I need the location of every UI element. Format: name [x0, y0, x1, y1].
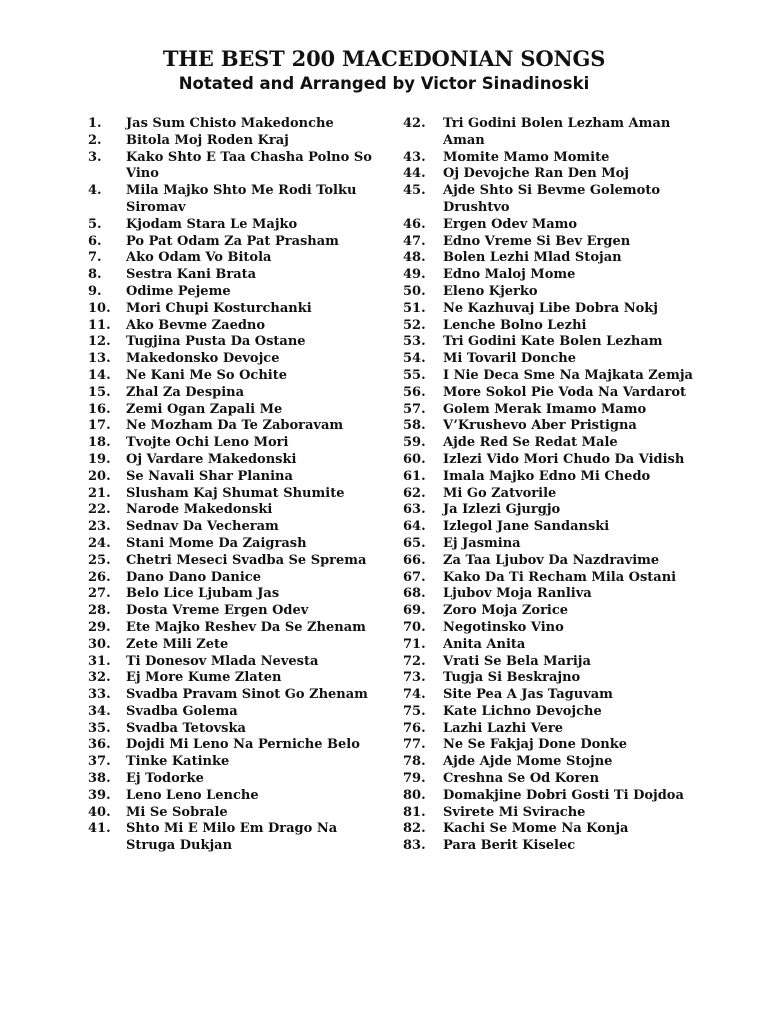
song-number: 1.	[88, 116, 102, 131]
song-title: Anita Anita	[443, 636, 526, 652]
song-number: 72.	[403, 653, 426, 669]
song-number: 49.	[403, 267, 426, 283]
song-title: More Sokol Pie Voda Na Vardarot	[443, 384, 687, 400]
song-title: Ne Mozham Da Te Zaboravam	[126, 418, 344, 434]
song-title: Stani Mome Da Zaigrash	[126, 535, 307, 551]
song-list-item	[88, 150, 388, 184]
song-number: 36.	[88, 737, 111, 753]
song-title: Ako Bevme Zaedno	[126, 317, 266, 333]
song-number: 78.	[403, 754, 426, 770]
song-title: Lazhi Lazhi Vere	[443, 720, 564, 736]
song-title: Sednav Da Vecheram	[126, 519, 279, 535]
song-list-left-column	[88, 116, 388, 855]
song-title: Za Taa Ljubov Da Nazdravime	[443, 552, 660, 568]
song-list-item	[88, 570, 388, 587]
song-title: Ja Izlezi Gjurgjo	[443, 502, 561, 518]
song-number: 77.	[403, 737, 426, 753]
song-list-item	[88, 368, 388, 385]
song-number: 69.	[403, 603, 426, 619]
song-list-item	[403, 737, 703, 754]
song-list-item	[88, 250, 388, 267]
song-title: Tugja Si Beskrajno	[443, 670, 581, 686]
song-title: Ti Donesov Mlada Nevesta	[126, 653, 319, 669]
song-number: 26.	[88, 569, 111, 585]
song-list-item	[403, 284, 703, 301]
song-title: Belo Lice Ljubam Jas	[126, 586, 280, 602]
document-title: THE BEST 200 MACEDONIAN SONGS	[162, 46, 606, 71]
song-title: Tinke Katinke	[126, 754, 230, 770]
song-number: 60.	[403, 451, 426, 467]
song-title: Svadba Tetovska	[126, 720, 246, 736]
song-title: Tvojte Ochi Leno Mori	[126, 435, 289, 451]
song-list-item	[403, 687, 703, 704]
song-list-item	[403, 469, 703, 486]
song-title: Zoro Moja Zorice	[443, 603, 569, 619]
song-list-item	[403, 486, 703, 503]
song-list-item	[88, 402, 388, 419]
song-list-item	[403, 502, 703, 519]
song-title: Ne Se Fakjaj Done Donke	[443, 737, 628, 753]
song-title: Kate Lichno Devojche	[443, 703, 602, 719]
song-title: Oj Devojche Ran Den Moj	[443, 166, 629, 182]
song-title: Narode Makedonski	[126, 502, 273, 518]
song-list-item	[88, 704, 388, 721]
song-title: Zhal Za Despina	[126, 384, 245, 400]
song-list-item	[403, 351, 703, 368]
song-number: 22.	[88, 502, 111, 518]
song-list-item	[403, 721, 703, 738]
song-number: 55.	[403, 367, 426, 383]
song-list-item	[88, 267, 388, 284]
song-number: 30.	[88, 636, 111, 652]
song-number: 52.	[403, 317, 426, 333]
song-title: Izlegol Jane Sandanski	[443, 519, 610, 535]
song-number: 20.	[88, 468, 111, 484]
song-list-item	[88, 385, 388, 402]
song-number: 59.	[403, 435, 426, 451]
song-number: 8.	[88, 267, 102, 283]
song-title: Tri Godini Bolen Lezham Aman Aman	[443, 116, 671, 148]
song-title: Ej More Kume Zlaten	[126, 670, 282, 686]
song-number: 73.	[403, 670, 426, 686]
song-title: Ej Todorke	[126, 771, 204, 787]
song-title: Svirete Mi Svirache	[443, 804, 586, 820]
song-list-item	[88, 754, 388, 771]
song-list-item	[88, 603, 388, 620]
song-title: Edno Maloj Mome	[443, 267, 576, 283]
song-number: 32.	[88, 670, 111, 686]
song-title: Mi Tovaril Donche	[443, 351, 576, 367]
song-list-item	[88, 469, 388, 486]
song-title: Ete Majko Reshev Da Se Zhenam	[126, 619, 366, 635]
document-subtitle: Notated and Arranged by Victor Sinadinoski	[178, 74, 590, 93]
song-title: Zemi Ogan Zapali Me	[126, 401, 283, 417]
song-number: 42.	[403, 116, 426, 131]
song-number: 25.	[88, 552, 111, 568]
song-title: Ajde Red Se Redat Male	[443, 435, 618, 451]
song-list-item	[403, 670, 703, 687]
song-list-item	[403, 603, 703, 620]
song-list-item	[88, 721, 388, 738]
song-list-item	[88, 637, 388, 654]
song-list-item	[403, 553, 703, 570]
song-title: Golem Merak Imamo Mamo	[443, 401, 647, 417]
song-title: Domakjine Dobri Gosti Ti Dojdoa	[443, 787, 684, 803]
song-number: 38.	[88, 771, 111, 787]
song-title: Chetri Meseci Svadba Se Sprema	[126, 552, 367, 568]
song-title: Kako Da Ti Recham Mila Ostani	[443, 569, 677, 585]
song-list-item	[403, 418, 703, 435]
song-list-item	[403, 771, 703, 788]
song-list-item	[403, 452, 703, 469]
song-number: 28.	[88, 603, 111, 619]
song-list-item	[403, 217, 703, 234]
song-number: 70.	[403, 619, 426, 635]
song-number: 3.	[88, 149, 102, 165]
song-list-item	[403, 838, 703, 855]
song-number: 45.	[403, 183, 426, 199]
song-title: Kachi Se Mome Na Konja	[443, 821, 629, 837]
song-title: Bitola Moj Roden Kraj	[126, 132, 289, 148]
song-number: 62.	[403, 485, 426, 501]
song-title: Eleno Kjerko	[443, 283, 538, 299]
song-number: 48.	[403, 250, 426, 266]
song-list-item	[88, 771, 388, 788]
song-number: 74.	[403, 687, 426, 703]
song-number: 41.	[88, 821, 111, 837]
song-title: Odime Pejeme	[126, 283, 231, 299]
song-number: 2.	[88, 132, 102, 148]
song-title: Jas Sum Chisto Makedonche	[126, 116, 334, 131]
song-number: 80.	[403, 787, 426, 803]
song-list-item	[88, 788, 388, 805]
song-list-item	[403, 301, 703, 318]
song-title: Ako Odam Vo Bitola	[126, 250, 272, 266]
song-number: 4.	[88, 183, 102, 199]
song-list-item	[403, 586, 703, 603]
song-list-item	[403, 368, 703, 385]
song-title: Lenche Bolno Lezhi	[443, 317, 587, 333]
song-list-item	[88, 183, 388, 217]
song-number: 58.	[403, 418, 426, 434]
song-number: 9.	[88, 283, 102, 299]
song-title: Negotinsko Vino	[443, 619, 564, 635]
song-title: Svadba Golema	[126, 703, 238, 719]
song-title: Imala Majko Edno Mi Chedo	[443, 468, 651, 484]
song-title: Momite Mamo Momite	[443, 149, 610, 165]
song-number: 66.	[403, 552, 426, 568]
song-list-item	[403, 402, 703, 419]
song-list-item	[88, 284, 388, 301]
song-list-item	[88, 654, 388, 671]
song-title: Mi Se Sobrale	[126, 804, 228, 820]
song-list-right-column	[403, 116, 703, 855]
song-number: 10.	[88, 300, 111, 316]
song-list-item	[88, 452, 388, 469]
song-number: 76.	[403, 720, 426, 736]
song-number: 79.	[403, 771, 426, 787]
song-number: 17.	[88, 418, 111, 434]
song-title: Izlezi Vido Mori Chudo Da Vidish	[443, 451, 685, 467]
song-list-item	[403, 435, 703, 452]
song-list-item	[403, 654, 703, 671]
song-number: 64.	[403, 519, 426, 535]
song-number: 19.	[88, 451, 111, 467]
song-number: 34.	[88, 703, 111, 719]
song-number: 44.	[403, 166, 426, 182]
song-list-item	[88, 234, 388, 251]
song-list-item	[403, 620, 703, 637]
song-title: Ne Kazhuvaj Libe Dobra Nokj	[443, 300, 658, 316]
song-title: Se Navali Shar Planina	[126, 468, 293, 484]
song-list-item	[88, 821, 388, 855]
song-number: 67.	[403, 569, 426, 585]
song-list-item	[88, 687, 388, 704]
song-number: 47.	[403, 233, 426, 249]
song-title: Tri Godini Kate Bolen Lezham	[443, 334, 663, 350]
song-number: 6.	[88, 233, 102, 249]
song-number: 24.	[88, 535, 111, 551]
song-list-item	[88, 418, 388, 435]
song-title: Oj Vardare Makedonski	[126, 451, 297, 467]
song-number: 71.	[403, 636, 426, 652]
song-number: 23.	[88, 519, 111, 535]
song-title: Para Berit Kiselec	[443, 838, 576, 854]
song-list-item	[88, 536, 388, 553]
song-number: 50.	[403, 283, 426, 299]
song-list-item	[403, 385, 703, 402]
song-number: 5.	[88, 216, 102, 232]
song-number: 16.	[88, 401, 111, 417]
song-title: Ergen Odev Mamo	[443, 216, 578, 232]
song-title: Dano Dano Danice	[126, 569, 261, 585]
song-list-item	[88, 805, 388, 822]
song-title: Tugjina Pusta Da Ostane	[126, 334, 306, 350]
song-title: Dosta Vreme Ergen Odev	[126, 603, 309, 619]
song-title: Edno Vreme Si Bev Ergen	[443, 233, 631, 249]
song-list-item	[88, 318, 388, 335]
song-list-item	[88, 502, 388, 519]
song-list-item	[403, 116, 703, 150]
song-number: 83.	[403, 838, 426, 854]
song-list-item	[403, 334, 703, 351]
song-title: Ajde Shto Si Bevme Golemoto Drushtvo	[443, 183, 661, 215]
song-list-item	[403, 821, 703, 838]
song-number: 81.	[403, 804, 426, 820]
song-title: Creshna Se Od Koren	[443, 771, 600, 787]
song-number: 43.	[403, 149, 426, 165]
song-list-item	[403, 704, 703, 721]
song-title: Shto Mi E Milo Em Drago Na Struga Dukjan	[126, 821, 338, 854]
song-list-item	[403, 166, 703, 183]
song-number: 14.	[88, 367, 111, 383]
song-list-item	[403, 267, 703, 284]
song-list-item	[88, 586, 388, 603]
song-number: 75.	[403, 703, 426, 719]
song-list-item	[403, 788, 703, 805]
song-title: Leno Leno Lenche	[126, 787, 259, 803]
song-list-item	[88, 301, 388, 318]
song-title: Svadba Pravam Sinot Go Zhenam	[126, 687, 368, 703]
song-list-item	[403, 570, 703, 587]
song-list-item	[403, 183, 703, 217]
song-list-item	[88, 553, 388, 570]
song-title: Dojdi Mi Leno Na Perniche Belo	[126, 737, 360, 753]
song-title: I Nie Deca Sme Na Majkata Zemja	[443, 367, 693, 383]
song-title: V’Krushevo Aber Pristigna	[443, 418, 637, 434]
song-title: Po Pat Odam Za Pat Prasham	[126, 233, 339, 249]
song-number: 56.	[403, 384, 426, 400]
song-list-item	[403, 805, 703, 822]
song-number: 18.	[88, 435, 111, 451]
song-number: 68.	[403, 586, 426, 602]
song-number: 35.	[88, 720, 111, 736]
song-number: 63.	[403, 502, 426, 518]
song-list-item	[403, 150, 703, 167]
song-number: 12.	[88, 334, 111, 350]
song-title: Mori Chupi Kosturchanki	[126, 300, 312, 316]
song-number: 7.	[88, 250, 102, 266]
song-number: 33.	[88, 687, 111, 703]
song-title: Kako Shto E Taa Chasha Polno So Vino	[126, 149, 372, 182]
song-title: Slusham Kaj Shumat Shumite	[126, 485, 345, 501]
song-title: Mila Majko Shto Me Rodi Tolku Siromav	[126, 183, 357, 215]
song-title: Mi Go Zatvorile	[443, 485, 557, 501]
song-number: 82.	[403, 821, 426, 837]
song-list-item	[88, 737, 388, 754]
song-list-item	[88, 620, 388, 637]
song-list-item	[88, 435, 388, 452]
song-list-item	[88, 670, 388, 687]
song-list-item	[403, 250, 703, 267]
song-list-item	[403, 536, 703, 553]
song-number: 11.	[88, 317, 111, 333]
song-title: Ljubov Moja Ranliva	[443, 586, 592, 602]
song-list-item	[88, 133, 388, 150]
song-number: 57.	[403, 401, 426, 417]
song-title: Ej Jasmina	[443, 535, 521, 551]
song-list-item	[403, 519, 703, 536]
song-number: 40.	[88, 804, 111, 820]
song-number: 39.	[88, 787, 111, 803]
song-list-item	[403, 754, 703, 771]
song-number: 51.	[403, 300, 426, 316]
song-number: 37.	[88, 754, 111, 770]
song-list-item	[88, 519, 388, 536]
song-number: 65.	[403, 535, 426, 551]
song-list-item	[88, 351, 388, 368]
song-list-item	[403, 318, 703, 335]
song-title: Ajde Ajde Mome Stojne	[443, 754, 613, 770]
song-title: Ne Kani Me So Ochite	[126, 367, 287, 383]
song-number: 15.	[88, 384, 111, 400]
song-title: Vrati Se Bela Marija	[443, 653, 591, 669]
song-list-item	[88, 116, 388, 133]
song-number: 46.	[403, 216, 426, 232]
song-number: 27.	[88, 586, 111, 602]
song-number: 31.	[88, 653, 111, 669]
song-list-item	[88, 486, 388, 503]
song-number: 54.	[403, 351, 426, 367]
song-title: Bolen Lezhi Mlad Stojan	[443, 250, 622, 266]
song-title: Zete Mili Zete	[126, 636, 229, 652]
song-number: 13.	[88, 351, 111, 367]
song-number: 21.	[88, 485, 111, 501]
song-list-item	[88, 217, 388, 234]
song-list-item	[88, 334, 388, 351]
song-title: Sestra Kani Brata	[126, 267, 257, 283]
song-title: Makedonsko Devojce	[126, 351, 280, 367]
song-title: Site Pea A Jas Taguvam	[443, 687, 613, 703]
song-list-item	[403, 637, 703, 654]
song-number: 29.	[88, 619, 111, 635]
song-number: 61.	[403, 468, 426, 484]
song-list-item	[403, 234, 703, 251]
song-number: 53.	[403, 334, 426, 350]
song-title: Kjodam Stara Le Majko	[126, 216, 298, 232]
